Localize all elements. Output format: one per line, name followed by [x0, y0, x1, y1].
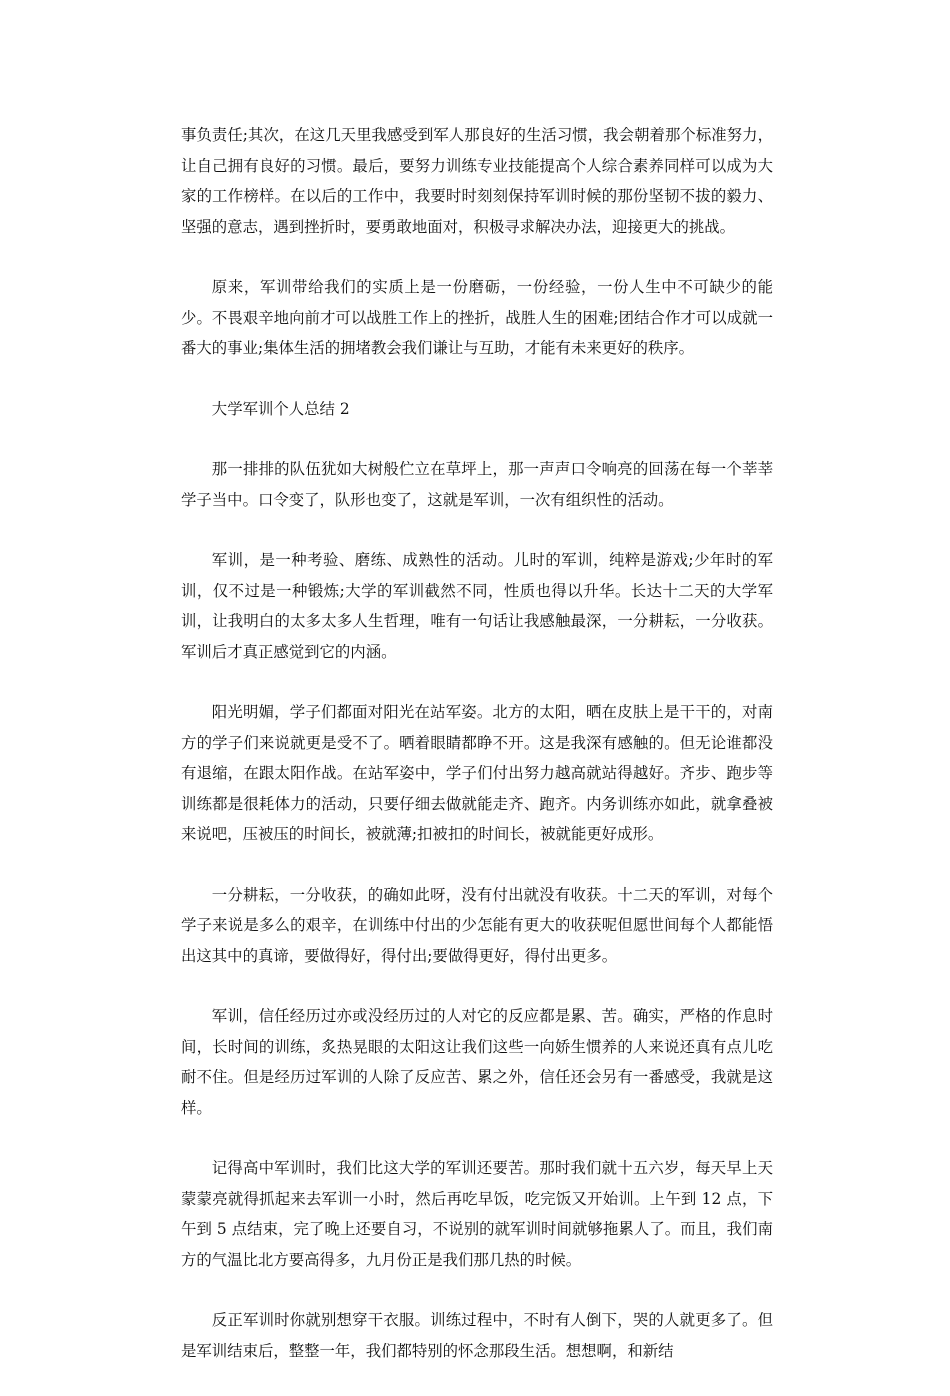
paragraph: 军训，是一种考验、磨练、成熟性的活动。儿时的军训，纯粹是游戏;少年时的军训，仅不过是一种锻炼;大学的军训截然不同，性质也得以升华。长达十二天的大学军训，让我明白的太多太多人生哲理，唯有一句话让我感触最深，一分耕耘，一分收获。军训后才真正感觉到它的内涵。	[181, 551, 773, 661]
paragraph: 那一排排的队伍犹如大树般伫立在草坪上，那一声声口令响亮的回荡在每一个莘莘学子当中。口令变了，队形也变了，这就是军训，一次有组织性的活动。	[181, 460, 773, 509]
section-heading: 大学军训个人总结 2	[211, 399, 350, 418]
paragraph: 反正军训时你就别想穿干衣服。训练过程中，不时有人倒下，哭的人就更多了。但是军训结束后，整整一年，我们都特别的怀念那段生活。想想啊，和新结	[181, 1311, 773, 1360]
paragraph: 原来，军训带给我们的实质上是一份磨砺，一份经验，一份人生中不可缺少的能少。不畏艰辛地向前才可以战胜工作上的挫折，战胜人生的困难;团结合作才可以成就一番大的事业;集体生活的拥堵教会我们谦让与互助，才能有未来更好的秩序。	[181, 278, 773, 357]
paragraph: 军训，信任经历过亦或没经历过的人对它的反应都是累、苦。确实，严格的作息时间，长时间的训练，炙热晃眼的太阳这让我们这些一向娇生惯养的人来说还真有点儿吃耐不住。但是经历过军训的人除了反应苦、累之外，信任还会另有一番感受，我就是这样。	[181, 1007, 773, 1117]
paragraph: 阳光明媚，学子们都面对阳光在站军姿。北方的太阳，晒在皮肤上是干干的，对南方的学子们来说就更是受不了。晒着眼睛都睁不开。这是我深有感触的。但无论谁都没有退缩，在跟太阳作战。在站军姿中，学子们付出努力越高就站得越好。齐步、跑步等训练都是很耗体力的活动，只要仔细去做就能走齐、跑齐。内务训练亦如此，就拿叠被来说吧，压被压的时间长，被就薄;扣被扣的时间长，被就能更好成形。	[181, 703, 773, 843]
paragraph: 记得高中军训时，我们比这大学的军训还要苦。那时我们就十五六岁，每天早上天蒙蒙亮就得抓起来去军训一小时，然后再吃早饭，吃完饭又开始训。上午到 12 点，下午到 5 点结束，完了晚上还要自习，不说别的就军训时间就够拖累人了。而且，我们南方的气温比北方要高得多，九月份正是我们那几热的时候。	[181, 1159, 773, 1269]
paragraph: 事负责任;其次，在这几天里我感受到军人那良好的生活习惯，我会朝着那个标准努力，让自己拥有良好的习惯。最后，要努力训练专业技能提高个人综合素养同样可以成为大家的工作榜样。在以后的工作中，我要时时刻刻保持军训时候的那份坚韧不拔的毅力、坚强的意志，遇到挫折时，要勇敢地面对，积极寻求解决办法，迎接更大的挑战。	[181, 126, 773, 236]
paragraph: 一分耕耘，一分收获，的确如此呀，没有付出就没有收获。十二天的军训，对每个学子来说是多么的艰辛，在训练中付出的少怎能有更大的收获呢但愿世间每个人都能悟出这其中的真谛，要做得好，得付出;要做得更好，得付出更多。	[181, 885, 773, 965]
document-page	[181, 120, 773, 1396]
